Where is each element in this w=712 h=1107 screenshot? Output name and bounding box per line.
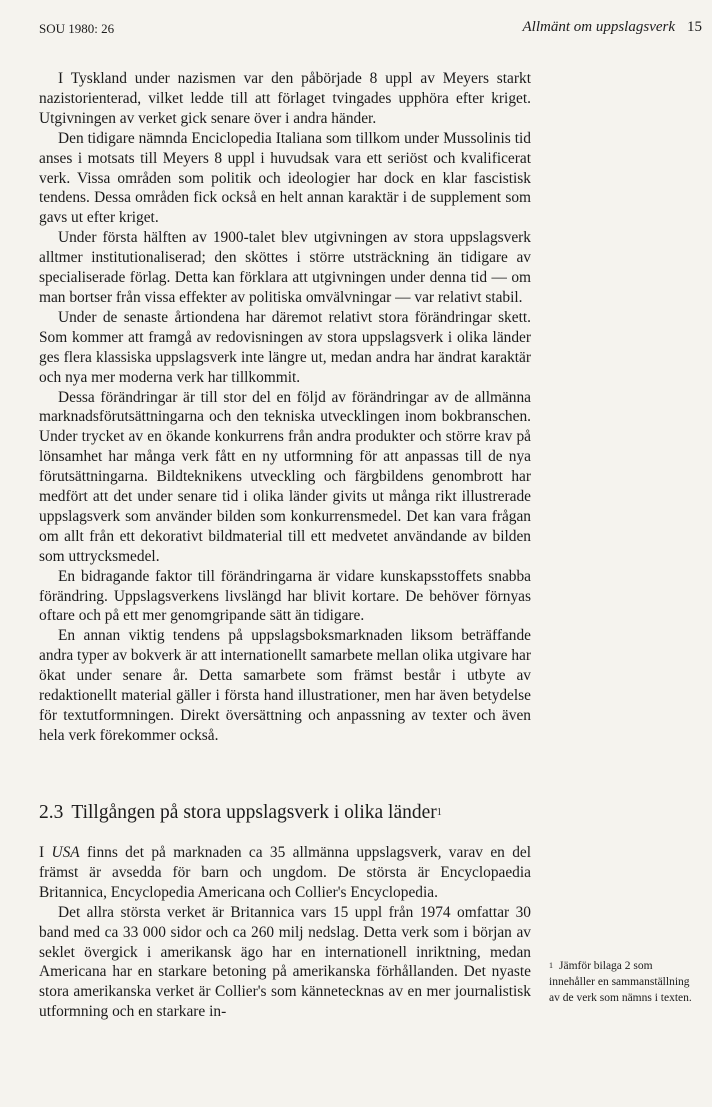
section-heading (39, 801, 539, 825)
footnote-mark: 1 (549, 961, 553, 970)
paragraph (39, 843, 531, 903)
paragraph-rest: finns det på marknaden ca 35 allmänna uppslagsverk, varav en del främst är avsedda för barn och ungdom. De största är Encyclopaedia Britannica, Encyclopedia Americana och Collier's Encyclopedia. (39, 844, 531, 901)
section-number: 2.3 (39, 802, 64, 823)
footnote (549, 958, 699, 1006)
paragraph: En bidragande faktor till förändringarna är vidare kunskapsstoffets snabba förändring. Uppslagsverkens livslängd har blivit kortare. De behöver förnyas oftare och på ett mer genomgripande sätt än tidigare. (39, 567, 531, 625)
report-reference: SOU 1980: 26 (39, 21, 115, 36)
paragraph: Dessa förändringar är till stor del en följd av förändringar av de allmänna marknadsförutsättningarna och den tekniska utvecklingen inom bokbranschen. Under trycket av en ökande konkurrens från andra produkter och större krav på lönsamhet har många verk fått en ny utformning för att anpassas till de nya förutsättningarna. Bildteknikens utveckling och färgbildens genombrott har medfört att det under senare tid i olika länder givits ut många rikt illustrerade uppslagsverk som använder bilden som konkurrensmedel. Det kan vara frågan om allt från ett dekorativt bildmaterial till ett medvetet användande av bilden som uttrycksmedel. (39, 388, 531, 565)
country-name: USA (51, 844, 80, 861)
footnote-reference: 1 (436, 807, 442, 818)
section-title: Tillgången på stora uppslagsverk i olika länder (71, 802, 437, 823)
paragraph: I Tyskland under nazismen var den påbörjade 8 uppl av Meyers starkt nazistorienterad, vilket ledde till att förlaget tvingades upphöra efter kriget. Utgivningen av verket gick senare över i andra händer. (39, 70, 531, 127)
section-text (39, 843, 531, 1022)
paragraph-lead: I (39, 844, 52, 861)
paragraph: Den tidigare nämnda Enciclopedia Italiana som tillkom under Mussolinis tid anses i motsats till Meyers 8 uppl i huvudsak vara ett seriöst och kvalificerat verk. Vissa områden som politik och ideologier har dock en klar fascistisk tendens. Dessa områden fick också en helt annan karaktär i de supplement som gavs ut efter kriget. (39, 129, 531, 227)
page-header (39, 19, 702, 43)
body-text (39, 69, 531, 746)
page-number: 15 (687, 19, 702, 35)
chapter-title: Allmänt om uppslagsverk (522, 19, 675, 35)
paragraph: En annan viktig tendens på uppslagsboksmarknaden liksom beträffande andra typer av bokverk är att internationellt samarbete mellan olika utgivare har ökat under senare år. Detta samarbete som främst består i utbyte av redaktionellt material gäller i första hand illustrationer, men har även betydelse för textutformningen. Direkt översättning och anpassning av texter och även hela verk förekommer också. (39, 627, 531, 744)
paragraph: Under de senaste årtiondena har däremot relativt stora förändringar skett. Som kommer att framgå av redovisningen av stora uppslagsverk i olika länder ges flera klassiska uppslagsverk inte längre ut, medan andra har ändrat karaktär och nya mer moderna verk har tillkommit. (39, 308, 531, 386)
paragraph: Under första hälften av 1900-talet blev utgivningen av stora uppslagsverk alltmer institutionaliserad; den sköttes i större utsträckning än tidigare av specialiserade förlag. Detta kan förklara att utgivningen under denna tid — om man bortser från vissa effekter av politiska omvälvningar — var relativt stabil. (39, 229, 531, 306)
running-head (523, 19, 702, 36)
paragraph: Det allra största verket är Britannica vars 15 uppl från 1974 omfattar 30 band med ca 33 000 sidor och ca 260 milj nedslag. Detta verk som i början av seklet övergick i amerikansk ägo har en internationell inriktning, medan Americana har en starkare betoning på amerikanska förhållanden. Det nyaste stora amerikanska verket är Collier's som kännetecknas av en mer journalistisk utformning och en starkare in- (39, 903, 531, 1021)
footnote-text: Jämför bilaga 2 som innehåller en sammanställning av de verk som nämns i texten. (549, 960, 692, 1004)
